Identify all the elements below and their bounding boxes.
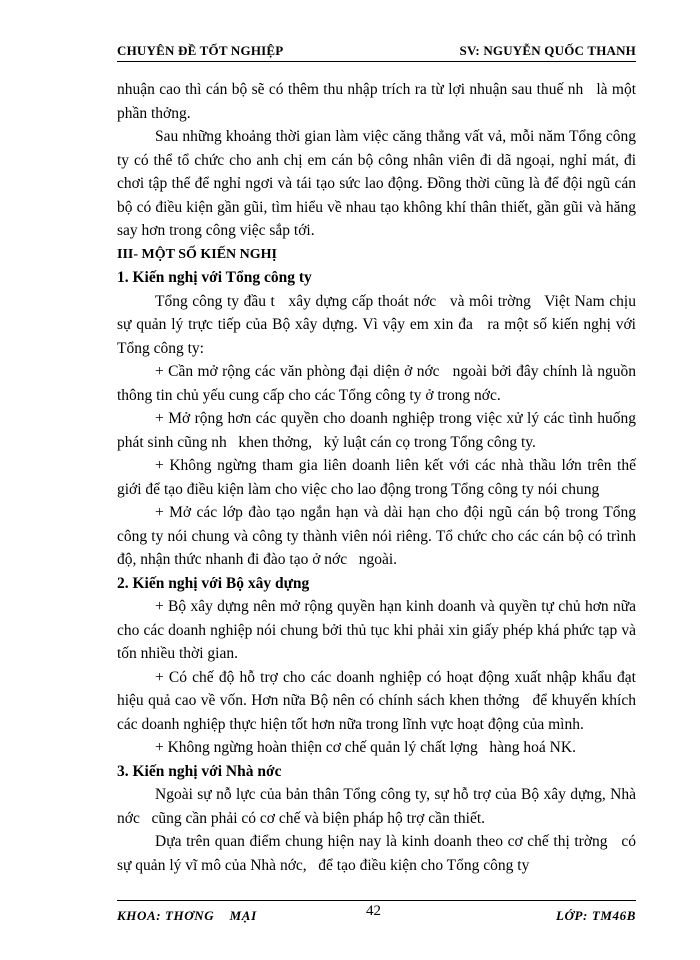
footer-class: LỚP: TM46B <box>555 908 636 923</box>
list-item: + Cần mở rộng các văn phòng đại diện ở nớc ngoài bởi đây chính là nguồn thông tin chủ yếu cung cấp cho các Tổng công ty ở trong nớc. <box>117 363 640 404</box>
paragraph: nhuận cao thì cán bộ sẽ có thêm thu nhập trích ra từ lợi nhuận sau thuế nh là một phần thởng. <box>117 81 640 122</box>
page-number: 42 <box>366 903 381 919</box>
paragraph: Tổng công ty đầu t xây dựng cấp thoát nớc và môi trờng Việt Nam chịu sự quản lý trực tiếp của Bộ xây dựng. Vì vậy em xin đa ra một số kiến nghị với Tổng công ty: <box>117 292 640 357</box>
list-item: + Mở các lớp đào tạo ngắn hạn và dài hạn cho đội ngũ cán bộ trong Tổng công ty nói chung và công ty thành viên nói riêng. Tổ chức cho các cán bộ có trình độ, nhận thức nhanh đi đào tạo ở nớc ngoài. <box>117 504 640 568</box>
section-heading: III- MỘT SỐ KIẾN NGHỊ <box>117 246 277 262</box>
header-student-name: SV: NGUYỄN QUỐC THANH <box>459 43 636 58</box>
paragraph: Ngoài sự nỗ lực của bản thân Tổng công ty, sự hỗ trợ của Bộ xây dựng, Nhà nớc cũng cần phải có cơ chế và biện pháp hộ trợ cần thiết. <box>117 786 640 827</box>
subsection-heading: 1. Kiến nghị với Tổng công ty <box>117 269 312 286</box>
paragraph: Dựa trên quan điểm chung hiện nay là kinh doanh theo cơ chế thị trờng có sự quản lý vĩ mô của Nhà nớc, để tạo điều kiện cho Tổng công ty <box>117 833 640 874</box>
list-item: + Không ngừng tham gia liên doanh liên kết với các nhà thầu lớn trên thế giới để tạo điều kiện làm cho việc cho lao động trong Tổng công ty nói chung <box>117 457 640 498</box>
list-item: + Bộ xây dựng nên mở rộng quyền hạn kinh doanh và quyền tự chủ hơn nữa cho các doanh nghiệp nói chung bởi thủ tục khi phải xin giấy phép khá phức tạp và tốn nhiều thời gian. <box>117 598 640 662</box>
header-rule <box>117 61 636 62</box>
list-item: + Có chế độ hỗ trợ cho các doanh nghiệp có hoạt động xuất nhập khẩu đạt hiệu quả cao về vốn. Hơn nữa Bộ nên có chính sách khen thởng để khuyến khích các doanh nghiệp thực hiện tốt hơn nữa trong lĩnh vực hoạt động của mình. <box>117 668 640 733</box>
footer-rule <box>117 900 636 901</box>
subsection-heading: 3. Kiến nghị với Nhà nớc <box>117 762 282 780</box>
subsection-heading: 2. Kiến nghị với Bộ xây dựng <box>117 574 310 592</box>
list-item: + Không ngừng hoàn thiện cơ chế quản lý chất lợng hàng hoá NK. <box>155 739 576 756</box>
page-header <box>117 41 636 63</box>
list-item: + Mở rộng hơn các quyền cho doanh nghiệp trong việc xử lý các tình huống phát sinh cũng nh khen thởng, kỷ luật cán cọ trong Tổng công ty. <box>117 410 640 451</box>
page-body <box>117 78 640 877</box>
footer-faculty: KHOA: THƠNG MẠI <box>117 908 257 923</box>
header-title: CHUYÊN ĐỀ TỐT NGHIỆP <box>117 43 284 58</box>
paragraph: Sau những khoảng thời gian làm việc căng thẳng vất vả, mỗi năm Tổng công ty có thể tổ chức cho anh chị em cán bộ công nhân viên đi dã ngoại, nghỉ mát, đi chơi tập thể để nghỉ ngơi và tái tạo sức lao động. Đồng thời cũng là để đội ngũ cán bộ có điều kiện gần gũi, tìm hiểu về nhau tạo không khí thân thiết, gần gũi và hăng say hơn trong công việc sắp tới. <box>117 128 640 239</box>
